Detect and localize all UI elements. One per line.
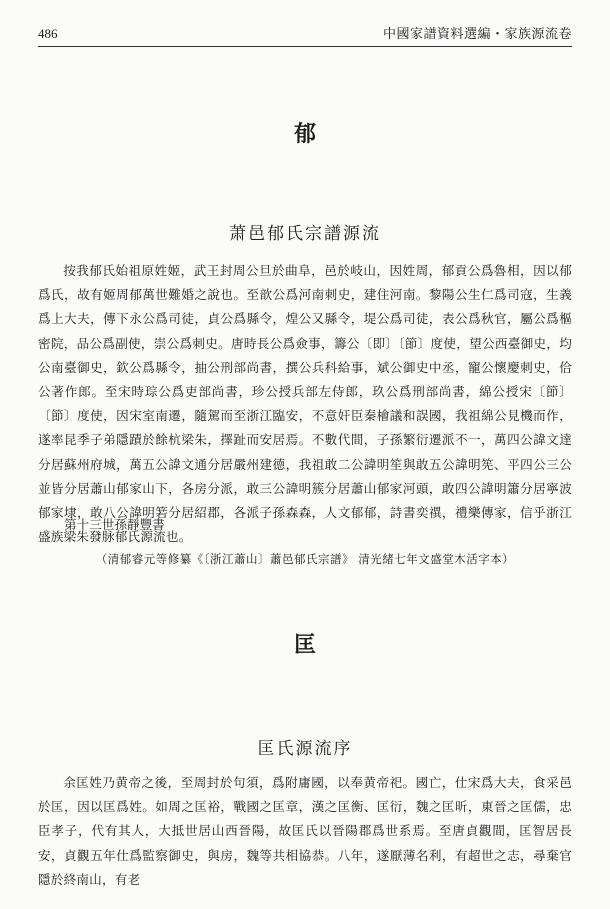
surname-heading-kuang: 匡 <box>293 632 316 658</box>
body-paragraph-kuang: 余匡姓乃黄帝之後，至周封於句須，爲附庸國，以奉黄帝祀。國亡，仕宋爲大夫，食采邑於匡，因以匡爲姓。如周之匡裕，戰國之匡章，漢之匡衡、匡衍，魏之匡昕，東晉之匡儒，忠臣孝子，代有其人，大抵世居山西晉陽，故匡氏以晉陽郡爲世系焉。至唐貞觀間，匡智居長安，貞觀五年仕爲監察御史，與房，魏等共相協恭。八年，遂厭薄名利，有超世之志，尋棄官隱於終南山，有老 <box>38 775 572 887</box>
running-header <box>38 18 572 47</box>
page-number: 486 <box>38 26 58 41</box>
book-title: 中國家譜資料選編・家族源流卷 <box>382 27 572 42</box>
section-title-kuang: 匡氏源流序 <box>257 739 353 759</box>
body-paragraph-yu: 按我郁氏始祖原姓姬，武王封周公旦於曲阜，邑於岐山，因姓周，郁貢公爲魯相，因以郁爲氏，故有姬周郁萬世難婚之說也。至歆公爲河南刺史，建住河南。黎陽公生仁爲司寇，生義爲上大夫，傳下永公爲司徒，貞公爲縣令，煌公又縣令，堤公爲司徒，表公爲秋官，屬公爲樞密院，品公爲副使，崇公爲刺史。唐時長公爲僉事，籌公〔即〕〔節〕度使，望公西臺御史，均公南臺御史，欽公爲縣令，抽公刑部尚書，撰公兵科給事，斌公御史中丞，寵公懷慶刺史，佮公著作郎。至宋時琮公爲吏部尚書，珍公授兵部左侍郎，玖公爲刑部尚書，綿公授宋〔節〕〔節〕度使，因宋室南遷，隨駕而至浙江臨安，不意奸臣秦檜議和誤國，我祖綿公見機而作，遂率昆季子弟隱蹟於餘杭梁朱，擇趾而安居焉。不數代間，子孫繁衍遷派不一，萬四公諱文達分居蘇州府城，萬五公諱文通分居嚴州建德，我祖敢二公諱明笙與敢五公諱明筅、平四公三公並皆分居蕭山郁家山下，各房分派，敢三公諱明簇分居蕭山郁家河頭，敢四公諱明簫分居寧波郁家埭，敢八公諱明箬分居紹郡，各派子孫森森，人文郁郁，詩書奕禩，禮樂傳家，信乎浙江盛族梁朱發脉郁氏源流也。 <box>38 263 572 545</box>
signature: 第十三世孫靜豐書 <box>64 517 165 532</box>
surname-heading-yu: 郁 <box>293 121 316 147</box>
section-title-yu: 萧邑郁氏宗譜源流 <box>229 224 381 244</box>
source-citation: （清郁睿元等修纂《〔浙江蕭山〕蕭邑郁氏宗譜》 清光緒七年文盛堂木活字本） <box>95 552 515 566</box>
